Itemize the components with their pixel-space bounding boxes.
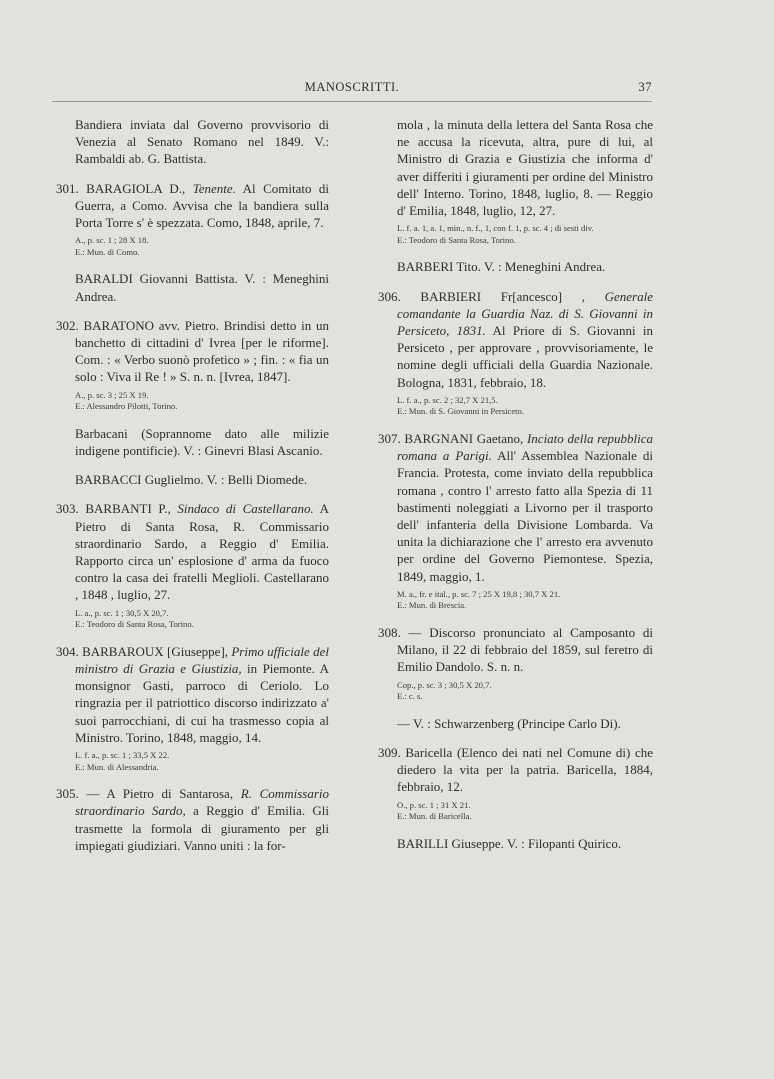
entry-heading: 307. BARGNANI Gaetano,: [378, 431, 527, 447]
entry-text: [56, 116, 329, 168]
entry-text: [378, 624, 653, 676]
entry-body: Bandiera inviata dal Governo provvisorio di Venezia al Senato Romano nel 1849. V.: Rambaldi ab. G. Battista.: [75, 117, 329, 167]
entry-text: [378, 288, 653, 391]
entry-heading: 308. —: [378, 625, 430, 641]
note-line: E.: Mun. di Brescia.: [397, 600, 467, 611]
entry-text: [56, 785, 329, 854]
note-line: L. a., p. sc. 1 ; 30,5 X 20,7.: [75, 607, 169, 618]
catalog-entry: [56, 785, 329, 854]
catalog-entry: [378, 430, 653, 612]
catalog-entry: [378, 624, 653, 703]
entry-text: [56, 643, 329, 746]
entry-body: Discorso pronunciato al Camposanto di Milano, il 22 di febbraio del 1859, sul feretro di Emilio Dandolo. S. n. n.: [397, 625, 653, 675]
note-line: E.: Mun. di S. Giovanni in Persiceto.: [397, 406, 524, 417]
note-line: E.: Alessandro Pilotti, Torino.: [75, 401, 178, 412]
entry-text: [56, 180, 329, 232]
note-line: L. f. a. 1, a. 1, min., n. f., 1, con f. 1, p. sc. 4 ; di sesti div.: [397, 223, 594, 234]
entry-title-italic: Primo ufficiale del ministro di Grazia e Giustizia,: [75, 643, 329, 677]
entry-title-italic: Tenente.: [192, 180, 236, 196]
catalog-entry: [56, 500, 329, 630]
catalog-entry: [378, 288, 653, 418]
note-line: M. a., fr. e ital., p. sc. 7 ; 25 X 19,8 ; 30,7 X 21.: [397, 588, 561, 599]
note-line: Cop., p. sc. 3 ; 30,5 X 20,7.: [397, 679, 492, 690]
entry-body: in Piemonte. A monsignor Gasti, parroco di Ceriolo. Lo ringrazia per il patriottico discorso indirizzato a' suoi parrocchiani, di cui ha trasmesso copia al Ministro. Torino, 1848, maggio, 14.: [75, 661, 329, 745]
cross-reference: BARILLI Giuseppe. V. : Filopanti Quirico.: [397, 835, 622, 851]
entry-text: [56, 317, 329, 386]
cross-reference: BARALDI Giovanni Battista. V. : Meneghini Andrea.: [75, 271, 329, 304]
left-column: [56, 116, 329, 866]
entry-body: A Pietro di Santa Rosa, R. Commissario straordinario Sardo, a Reggio d' Emilia. Rapporto circa un' esplosione d' arma da fuoco contro la casa dei fratelli Meglioli. Castellarano , 1848 , luglio, 27.: [75, 501, 330, 603]
entry-title-italic: Generale comandante la Guardia Naz. di S. Giovanni in Persiceto, 1831.: [397, 288, 653, 339]
note-line: E.: Mun. di Como.: [75, 246, 140, 257]
entry-text: [378, 744, 653, 796]
entry-heading: 305. — A Pietro di Santarosa,: [56, 786, 241, 802]
catalog-entry: [56, 317, 329, 413]
catalog-entry: [56, 643, 329, 773]
page-header: [52, 80, 652, 100]
cross-reference: BARBERI Tito. V. : Meneghini Andrea.: [397, 259, 606, 275]
entry-title-italic: R. Commissario straordinario Sardo,: [75, 786, 329, 819]
page-number: 37: [638, 80, 652, 94]
entry-heading: 304. BARBAROUX [Giuseppe],: [56, 643, 232, 659]
entry-notes: [56, 750, 329, 773]
note-line: E.: Mun. di Baricella.: [397, 811, 472, 822]
cross-reference: Barbacani (Soprannome dato alle milizie indigene pontificie). V. : Ginevri Blasi Ascanio.: [75, 425, 329, 459]
entry-notes: [56, 235, 329, 258]
running-title: MANOSCRITTI.: [304, 80, 400, 94]
catalog-entry: [56, 180, 329, 259]
cross-reference: BARBACCI Guglielmo. V. : Belli Diomede.: [75, 472, 308, 488]
entry-notes: [378, 223, 653, 246]
entry-text: [378, 116, 653, 219]
cross-reference: — V. : Schwarzenberg (Principe Carlo Di).: [397, 715, 621, 731]
note-line: L. f. a., p. sc. 2 ; 32,7 X 21,5.: [397, 394, 498, 405]
entry-notes: [56, 390, 329, 413]
note-line: A., p. sc. 1 ; 28 X 18.: [75, 235, 149, 246]
entry-body: (Elenco dei nati nel Comune di) che diedero la vita per la patria. Baricella, 1884, febbraio, 12.: [397, 745, 653, 795]
entry-heading: 301. BARAGIOLA D.,: [56, 180, 193, 196]
entry-body: a Reggio d' Emilia. Gli trasmette la formola di giuramento per gli impiegati giudiziari. Vanno uniti : la for-: [75, 803, 329, 853]
entry-title-italic: Inciato della repubblica romana a Parigi.: [397, 431, 653, 464]
entry-body: Brindisi detto in un banchetto di cittadini d' Ivrea [per le riforme]. Com. : « Verbo suonò profetico » ; fin. : « fia un solo : Viva il Re ! » S. n. n. [Ivrea, 1847].: [75, 317, 330, 385]
entry-heading: 303. BARBANTI P.,: [56, 501, 178, 517]
catalog-entry: [378, 744, 653, 823]
continued-entry: [378, 116, 653, 246]
note-line: O., p. sc. 1 ; 31 X 21.: [397, 799, 471, 810]
note-line: A., p. sc. 3 ; 25 X 19.: [75, 389, 149, 400]
entry-title-italic: Sindaco di Castellarano.: [177, 501, 314, 517]
note-line: L. f. a., p. sc. 1 ; 33,5 X 22.: [75, 750, 170, 761]
entry-heading: 306. BARBIERI Fr[ancesco] ,: [378, 288, 605, 304]
note-line: E.: Teodoro di Santa Rosa, Torino.: [75, 619, 194, 630]
right-column: [378, 116, 653, 864]
note-line: E.: Mun. di Alessandria.: [75, 761, 159, 772]
header-rule: [52, 101, 652, 102]
entry-notes: [378, 680, 653, 703]
entry-body: All' Assemblea Nazionale di Francia. Protesta, come inviato della repubblica romana , contro l' arresto fatto alla Spezia di 11 bastimenti noleggiati a Livorno per il trasporto dell' infanteria della Divisione Lombarda. Va unita la dichiarazione che l' arresto era avvenuto per ordine del Governo Piemontese. Spezia, 1849, maggio, 1.: [397, 448, 653, 584]
note-line: E.: Teodoro di Santa Rosa, Torino.: [397, 234, 516, 245]
entry-notes: [56, 608, 329, 631]
entry-text: [56, 500, 329, 603]
entry-body: Al Comitato di Guerra, a Como. Avvisa che la bandiera sulla Porta Torre s' è spezzata. Como, 1848, aprile, 7.: [75, 180, 329, 231]
entry-body: Al Priore di S. Giovanni in Persiceto , per approvare , provvisoriamente, le nomine degli ufficiali della Guardia Nazionale. Bologna, 1831, febbraio, 18.: [397, 323, 654, 390]
note-line: E.: c. s.: [397, 691, 423, 702]
entry-body: mola , la minuta della lettera del Santa Rosa che ne accusa la ricevuta, altra, pure di lui, al Ministro di Grazia e Giustizia che informa d' aver differiti i giuramenti per ordine del Ministro dell' Interno. Torino, 1848, luglio, 8. — Reggio d' Emilia, 1848, luglio, 12, 27.: [397, 117, 653, 219]
continued-entry: [56, 116, 329, 168]
entry-notes: [378, 589, 653, 612]
entry-notes: [378, 800, 653, 823]
entry-heading: 302. BARATONO avv. Pietro.: [56, 317, 224, 333]
entry-notes: [378, 395, 653, 418]
entry-heading: 309. Baricella: [378, 745, 457, 761]
entry-text: [378, 430, 653, 585]
